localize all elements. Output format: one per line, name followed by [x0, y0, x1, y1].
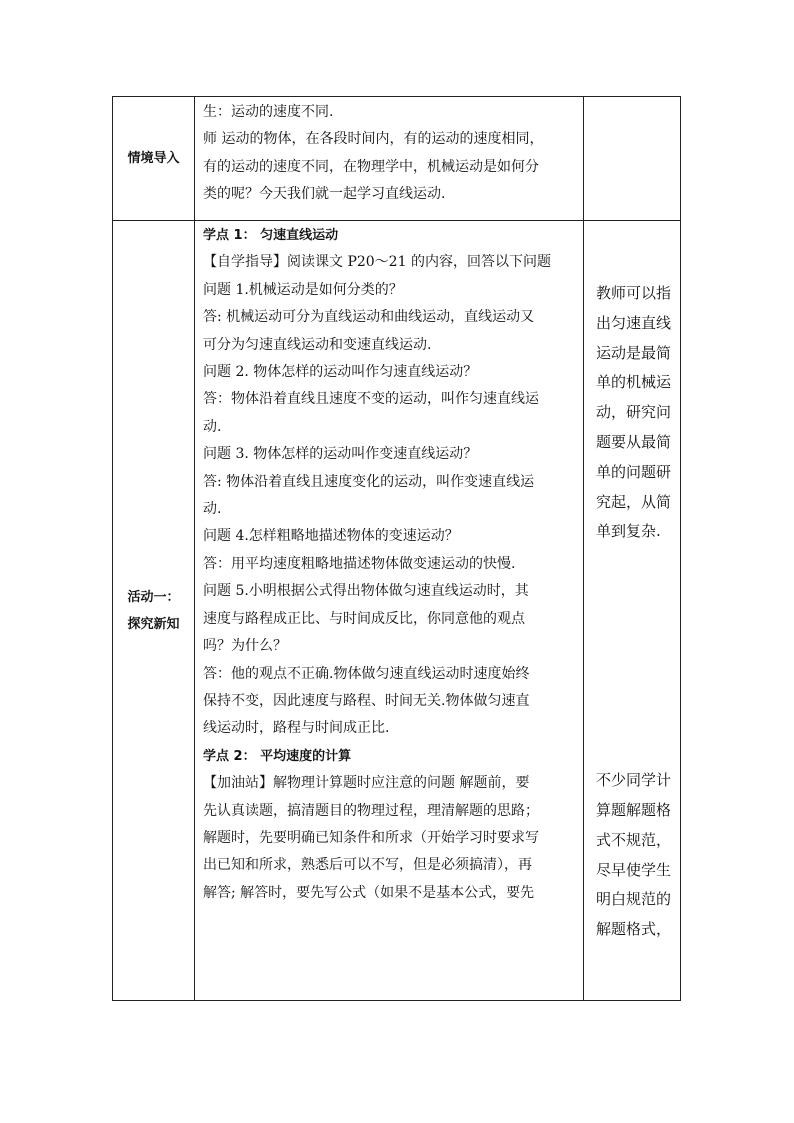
text-line: 类的呢？今天我们就一起学习直线运动. [203, 186, 446, 203]
row-label-activity-one [113, 221, 195, 1001]
note-line: 动，研究问 [596, 403, 672, 422]
text-line: 解答; 解答时，要先写公式（如果不是基本公式，要先 [203, 884, 535, 901]
section-title-2: 学点 2： 平均速度的计算 [203, 748, 352, 764]
text-line: 动. [203, 418, 222, 435]
note-line: 单的机械运 [596, 373, 672, 392]
text-line: 答：用平均速度粗略地描述物体做变速运动的快慢. [203, 555, 516, 572]
note-line: 教师可以指 [596, 284, 672, 302]
note-line: 不少同学计 [596, 771, 672, 790]
text-line: 答: 物体沿着直线且速度变化的运动，叫作变速直线运 [203, 473, 535, 490]
note-line: 尽早使学生 [596, 860, 672, 879]
text-line: 问题 2. 物体怎样的运动叫作匀速直线运动？ [203, 364, 478, 381]
section-title-1: 学点 1： 匀速直线运动 [203, 228, 339, 243]
note-line: 题要从最简 [596, 432, 672, 451]
label-text: 情境导入 [127, 151, 180, 166]
text-line: 先认真读题，搞清题目的物理过程，理清解题的思路； [203, 802, 539, 819]
text-line: 答：他的观点不正确.物体做匀速直线运动时速度始终 [203, 665, 530, 682]
teacher-note-2 [584, 547, 680, 945]
text-line: 保持不变，因此速度与路程、时间无关.物体做匀速直 [203, 692, 530, 709]
text-line: 速度与路程成正比、与时间成反比，你同意他的观点 [203, 610, 525, 627]
text-line: 生：运动的速度不同. [203, 104, 334, 120]
text-line: 解题时，先要明确已知条件和所求（开始学习时要求写 [203, 829, 539, 846]
note-line: 出匀速直线 [596, 313, 672, 332]
note-line: 解题格式， [596, 920, 672, 939]
text-line: 【加油站】解物理计算题时应注意的问题 解题前，要 [203, 775, 530, 792]
text-line: 动. [203, 501, 222, 518]
text-line: 答: 机械运动可分为直线运动和曲线运动，直线运动又 [203, 309, 535, 326]
text-line: 出已知和所求，熟悉后可以不写，但是必须搞清），再 [203, 857, 532, 874]
note-line: 究起，从简 [596, 492, 672, 511]
row-situation-intro [113, 97, 681, 221]
text-line: 可分为匀速直线运动和变速直线运动. [203, 336, 432, 353]
row-label-situation-intro [113, 97, 195, 221]
note-line: 明白规范的 [596, 890, 672, 909]
text-line: 有的运动的速度不同，在物理学中，机械运动是如何分 [203, 158, 539, 175]
row1-content [195, 97, 584, 221]
teacher-note-1 [584, 221, 680, 547]
label-line: 活动一： [127, 589, 180, 605]
text-line: 师 运动的物体，在各段时间内，有的运动的速度相同， [203, 131, 544, 148]
text-line: 线运动时，路程与时间成正比. [203, 720, 390, 737]
text-line: 吗？为什么？ [203, 638, 287, 655]
note-line: 单的问题研 [596, 462, 672, 481]
row-activity-one [113, 221, 681, 1001]
note-line: 式不规范， [596, 830, 672, 849]
note-line: 算题解题格 [596, 800, 672, 819]
text-line: 【自学指导】阅读课文 P20～21 的内容，回答以下问题 [203, 254, 551, 271]
text-line: 问题 5.小明根据公式得出物体做匀速直线运动时，其 [203, 583, 529, 600]
lesson-plan-table [112, 96, 681, 1001]
row2-notes [584, 221, 681, 1001]
text-line: 问题 1.机械运动是如何分类的？ [203, 281, 403, 298]
note-line: 运动是最简 [596, 343, 672, 362]
label-line: 探究新知 [127, 616, 180, 632]
note-line: 单到复杂. [596, 522, 661, 541]
text-line: 答：物体沿着直线且速度不变的运动，叫作匀速直线运 [203, 391, 539, 408]
row1-notes [584, 97, 681, 221]
text-line: 问题 3. 物体怎样的运动叫作变速直线运动？ [203, 446, 478, 463]
text-line: 问题 4.怎样粗略地描述物体的变速运动？ [203, 528, 459, 545]
row2-content [195, 221, 584, 1001]
